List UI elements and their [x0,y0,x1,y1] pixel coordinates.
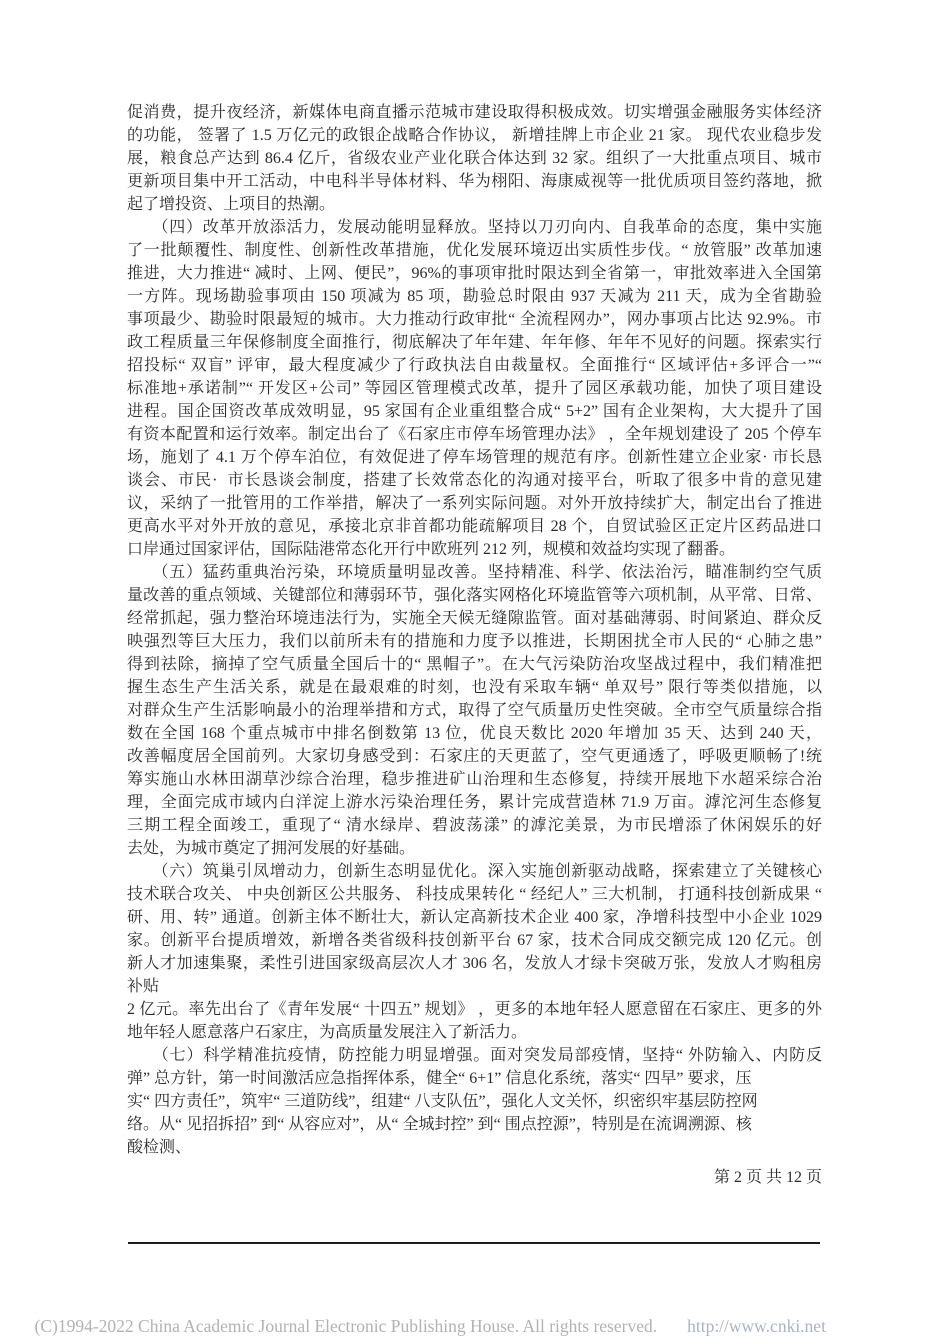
text-line: 新人才加速集聚，柔性引进国家级高层次人才 306 名，发放人才绿卡突破万张，发放人才购租房 [127,955,822,972]
text-line: 理，全面完成市域内白洋淀上游水污染治理任务，累计完成营造林 71.9 万亩。滹沱河生态修复 [127,794,822,811]
text-line: 研、用、转” 通道。创新主体不断壮大，新认定高新技术企业 400 家，净增科技型中小企业 1029 [127,909,822,926]
watermark-url: http://www.cnki.net [687,1316,826,1336]
text-line: （四）改革开放添活力，发展动能明显释放。坚持以刀刃向内、自我革命的态度，集中实施 [127,219,822,236]
text-line: 谈会、市民· 市长恳谈会制度，搭建了长效常态化的沟通对接平台，听取了很多中肯的意见建 [127,472,822,489]
text-line: 筹实施山水林田湖草沙综合治理，稳步推进矿山治理和生态修复，持续开展地下水超采综合治 [127,771,822,788]
text-line: 口岸通过国家评估，国际陆港常态化开行中欧班列 212 列，规模和效益均实现了翻番。 [127,541,736,558]
paragraph [127,860,822,1044]
text-line: 家。创新平台提质增效，新增各类省级科技创新平台 67 家，技术合同成交额完成 120 亿元。创 [127,932,822,949]
text-line: 推进，大力推进“ 减时、上网、便民”，96%的事项审批时限达到全省第一，审批效率进入全国第 [127,265,822,282]
text-line: 政工程质量三年保修制度全面推行，彻底解决了年年建、年年修、年年不见好的问题。探索实行 [127,334,822,351]
text-line: 得到祛除，摘掉了空气质量全国后十的“ 黑帽子”。在大气污染防治攻坚战过程中，我们精准把 [127,656,822,673]
footer-divider [128,1242,820,1244]
text-line: 三期工程全面竣工，重现了“ 清水绿岸、碧波荡漾” 的滹沱美景，为市民增添了休闲娱乐的好 [127,817,822,834]
text-line: 量改善的重点领域、关键部位和薄弱环节，强化落实网格化环境监管等六项机制，从平常、日常、 [127,587,822,604]
text-line: 有资本配置和运行效率。制定出台了《石家庄市停车场管理办法》 ，全年规划建设了 205 个停车 [127,426,822,443]
copyright-text: (C)1994-2022 China Academic Journal Electronic Publishing House. All rights reserved. [34,1316,658,1336]
text-line: 了一批颠覆性、制度性、创新性改革措施，优化发展环境迈出实质性步伐。“ 放管服” 改革加速 [127,242,822,259]
text-line: （五）猛药重典治污染，环境质量明显改善。坚持精准、科学、依法治污，瞄准制约空气质 [127,564,822,581]
paragraph [127,1044,822,1159]
text-line: （七）科学精准抗疫情，防控能力明显增强。面对突发局部疫情，坚持“ 外防输入、内防反 [127,1047,822,1064]
text-line: 对群众生产生活影响最小的治理举措和方式，取得了空气质量历史性突破。全市空气质量综合指 [127,702,822,719]
text-line: 数在全国 168 个重点城市中排名倒数第 13 位，优良天数比 2020 年增加 35 天、达到 240 天， [127,725,822,742]
text-line: （六）筑巢引凤增动力，创新生态明显优化。深入实施创新驱动战略，探索建立了关键核心 [127,863,822,880]
text-line: 补贴 [127,978,160,995]
text-line: 2 亿元。率先出台了《青年发展“ 十四五” 规划》 ，更多的本地年轻人愿意留在石家庄、更多的外 [127,1001,822,1018]
text-line: 一方阵。现场勘验事项由 150 项减为 85 项，勘验总时限由 937 天减为 211 天，成为全省勘验 [127,288,822,305]
text-line: 事项最少、勘验时限最短的城市。大力推动行政审批“ 全流程网办”，网办事项占比达 92.9%。市 [127,311,822,328]
text-line: 更高水平对外开放的意见，承接北京非首都功能疏解项目 28 个，自贸试验区正定片区药品进口 [127,518,822,535]
text-line: 议，采纳了一批管用的工作举措，解决了一系列实际问题。对外开放持续扩大，制定出台了推进 [127,495,822,512]
text-line: 更新项目集中开工活动，中电科半导体材料、华为栩阳、海康威视等一批优质项目签约落地，掀 [127,173,822,190]
text-line: 握生态生产生活关系，就是在最艰难的时刻，也没有采取车辆“ 单双号” 限行等类似措施，以 [127,679,822,696]
text-line: 地年轻人愿意落户石家庄，为高质量发展注入了新活力。 [127,1024,528,1041]
text-line: 起了增投资、上项目的热潮。 [127,196,336,213]
text-line: 络。从“ 见招拆招” 到“ 从容应对”，从“ 全城封控” 到“ 围点控源”，特别是在流调溯源、核 [127,1116,752,1133]
text-line: 映强烈等巨大压力，我们以前所未有的措施和力度予以推进，长期困扰全市人民的“ 心肺之患” [127,633,822,650]
paragraph [127,216,822,561]
text-line: 促消费，提升夜经济，新媒体电商直播示范城市建设取得积极成效。切实增强金融服务实体经济 [127,104,822,121]
text-line: 酸检测、 [127,1139,192,1156]
text-line: 经常抓起，强力整治环境违法行为，实施全天候无缝隙监管。面对基础薄弱、时间紧迫、群众反 [127,610,822,627]
text-line: 弹” 总方针，第一时间激活应急指挥体系，健全“ 6+1” 信息化系统，落实“ 四早” 要求，压 [127,1070,752,1087]
text-line: 去处，为城市奠定了拥河发展的好基础。 [127,840,416,857]
text-line: 的功能， 签署了 1.5 万亿元的政银企战略合作协议， 新增挂牌上市企业 21 家。 现代农业稳步发 [127,127,822,144]
text-line: 招投标“ 双盲” 评审，最大程度减少了行政执法自由裁量权。全面推行“ 区域评估+多评合一”“ [127,357,822,374]
text-line: 实“ 四方责任”，筑牢“ 三道防线”，组建“ 八支队伍”，强化人文关怀，织密织牢基层防控网 [127,1093,758,1110]
text-line: 技术联合攻关、 中央创新区公共服务、 科技成果转化 “ 经纪人” 三大机制， 打通科技创新成果 “ [127,886,822,903]
text-line: 改善幅度居全国前列。大家切身感受到：石家庄的天更蓝了，空气更通透了，呼吸更顺畅了!统 [127,748,822,765]
page-number: 第 2 页 共 12 页 [713,1169,822,1186]
text-line: 标准地+承诺制”“ 开发区+公司” 等园区管理模式改革，提升了园区承载功能，加快了项目建设 [127,380,822,397]
text-line: 场，施划了 4.1 万个停车泊位，有效促进了停车场管理的规范有序。创新性建立企业家· 市长恳 [127,449,822,466]
text-line: 进程。国企国资改革成效明显，95 家国有企业重组整合成“ 5+2” 国有企业架构，大大提升了国 [127,403,822,420]
text-line: 展，粮食总产达到 86.4 亿斤，省级农业产业化联合体达到 32 家。组织了一大批重点项目、城市 [127,150,822,167]
paragraph [127,561,822,860]
document-body [127,101,822,1159]
paragraph [127,101,822,216]
copyright-watermark [17,1293,937,1344]
